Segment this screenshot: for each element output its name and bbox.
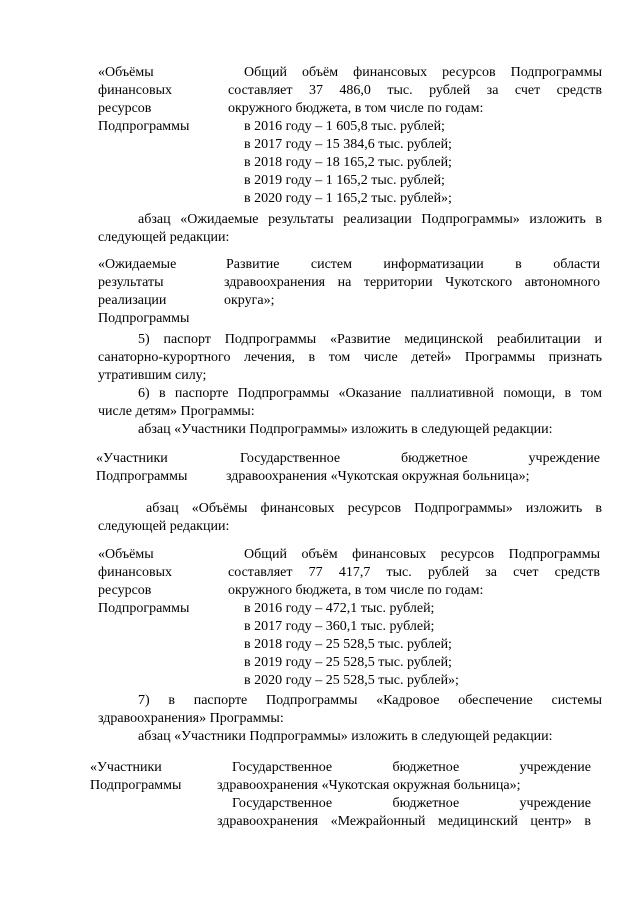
para-line: следующей редакции:	[98, 230, 230, 245]
label-line: Подпрограммы	[90, 778, 182, 793]
text-line: здравоохранения «Чукотская окружная больница»;	[226, 469, 530, 484]
participants-label-1	[96, 450, 226, 486]
label-line: «Участники	[96, 451, 168, 466]
text-line: составляет 37 486,0 тыс. рублей за счет средств	[228, 83, 602, 98]
text-line: округа»;	[224, 293, 275, 308]
label-line: ресурсов	[98, 101, 152, 116]
text-line: окружного бюджета, в том числе по годам:	[228, 101, 484, 116]
para-line: санаторно-курортного лечения, в том числе детей» Программы признать	[98, 350, 602, 365]
text-line: Государственное бюджетное учреждение	[232, 796, 591, 811]
para-line: абзац «Участники Подпрограммы» изложить в следующей редакции:	[138, 422, 553, 437]
finance-text-1	[228, 64, 602, 208]
para-line: утратившим силу;	[98, 368, 207, 383]
label-line: «Ожидаемые	[98, 257, 177, 272]
text-line: окружного бюджета, в том числе по годам:	[228, 583, 484, 598]
finance-block-1	[98, 64, 602, 208]
text-line: в 2018 году – 25 528,5 тыс. рублей;	[244, 637, 452, 652]
label-line: финансовых	[98, 565, 172, 580]
finance-label-2	[98, 546, 228, 690]
text-line: здравоохранения на территории Чукотского автономного	[224, 275, 600, 290]
text-line: Государственное бюджетное учреждение	[240, 451, 600, 466]
paragraph-finance-abzac	[98, 500, 602, 536]
label-line: реализации	[98, 293, 167, 308]
para-line: следующей редакции:	[98, 519, 230, 534]
results-block	[98, 256, 600, 328]
para-line: абзац «Ожидаемые результаты реализации Подпрограммы» изложить в	[138, 212, 602, 227]
label-line: Подпрограммы	[98, 119, 190, 134]
finance-block-2	[98, 546, 600, 690]
results-label	[98, 256, 224, 328]
text-line: Государственное бюджетное учреждение	[232, 760, 591, 775]
para-line: 5) паспорт Подпрограммы «Развитие медицинской реабилитации и	[138, 332, 602, 347]
text-line: Общий объём финансовых ресурсов Подпрограммы	[244, 547, 600, 562]
finance-label-1	[98, 64, 228, 208]
results-text	[224, 256, 600, 328]
label-line: Подпрограммы	[98, 601, 190, 616]
text-line: в 2020 году – 25 528,5 тыс. рублей»;	[244, 673, 459, 688]
finance-text-2	[228, 546, 600, 690]
label-line: результаты	[98, 275, 164, 290]
text-line: составляет 77 417,7 тыс. рублей за счет средств	[228, 565, 600, 580]
text-line: Развитие систем информатизации в области	[226, 257, 600, 272]
participants-text-1	[226, 450, 600, 486]
text-line: Общий объём финансовых ресурсов Подпрограммы	[244, 65, 602, 80]
para-line: числе детям» Программы:	[98, 404, 255, 419]
label-line: ресурсов	[98, 583, 152, 598]
text-line: в 2019 году – 1 165,2 тыс. рублей;	[244, 173, 445, 188]
text-line: в 2018 году – 18 165,2 тыс. рублей;	[244, 155, 452, 170]
para-line: 6) в паспорте Подпрограммы «Оказание паллиативной помощи, в том	[138, 386, 602, 401]
para-line: 7) в паспорте Подпрограммы «Кадровое обеспечение системы	[138, 693, 602, 708]
text-line: в 2019 году – 25 528,5 тыс. рублей;	[244, 655, 452, 670]
label-line: Подпрограммы	[96, 469, 188, 484]
participants-block-2	[90, 759, 591, 831]
label-line: финансовых	[98, 83, 172, 98]
participants-block-1	[96, 450, 600, 486]
label-line: «Участники	[90, 760, 162, 775]
label-line: «Объёмы	[98, 547, 154, 562]
paragraph-expected-results	[98, 211, 602, 247]
paragraph-items-5-6	[98, 331, 602, 439]
participants-label-2	[90, 759, 217, 831]
text-line: здравоохранения «Межрайонный медицинский центр» в	[217, 814, 591, 829]
text-line: в 2016 году – 472,1 тыс. рублей;	[244, 601, 435, 616]
para-line: абзац «Объёмы финансовых ресурсов Подпрограммы» изложить в	[146, 501, 602, 516]
text-line: в 2017 году – 15 384,6 тыс. рублей;	[244, 137, 452, 152]
participants-text-2	[217, 759, 591, 831]
paragraph-item-7	[98, 692, 602, 746]
text-line: в 2016 году – 1 605,8 тыс. рублей;	[244, 119, 445, 134]
text-line: в 2017 году – 360,1 тыс. рублей;	[244, 619, 435, 634]
label-line: Подпрограммы	[98, 311, 190, 326]
para-line: абзац «Участники Подпрограммы» изложить в следующей редакции:	[138, 729, 553, 744]
text-line: здравоохранения «Чукотская окружная больница»;	[217, 778, 521, 793]
label-line: «Объёмы	[98, 65, 154, 80]
text-line: в 2020 году – 1 165,2 тыс. рублей»;	[244, 191, 452, 206]
para-line: здравоохранения» Программы:	[98, 711, 284, 726]
